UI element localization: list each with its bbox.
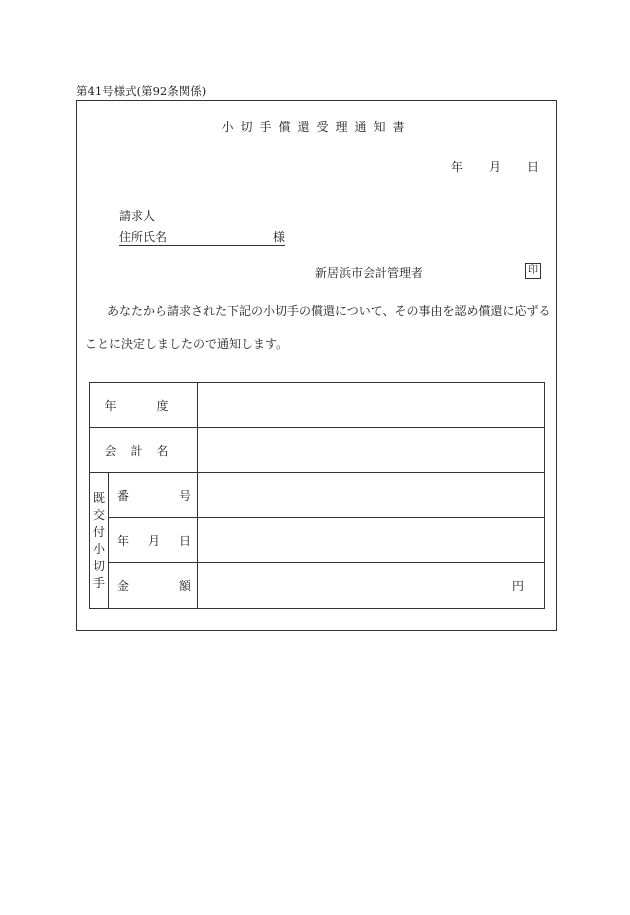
form-number: 第41号様式(第92条関係) xyxy=(76,84,207,98)
form-frame xyxy=(76,100,557,631)
fiscal-year-value xyxy=(198,383,545,428)
date-year: 年 xyxy=(450,160,463,174)
address-label: 住所氏名 xyxy=(119,230,168,244)
date-line xyxy=(425,158,539,175)
requester-label: 請求人 xyxy=(119,209,156,223)
yen-unit: 円 xyxy=(511,579,524,593)
table-row xyxy=(90,383,545,428)
table-row xyxy=(90,518,545,563)
vertical-char: 付 xyxy=(92,524,105,539)
vertical-char: 切 xyxy=(92,558,105,573)
amount-value xyxy=(198,563,545,609)
number-value xyxy=(198,473,545,518)
address-line xyxy=(119,230,285,246)
table-row xyxy=(90,428,545,473)
fiscal-year-label: 年 度 xyxy=(90,383,198,428)
account-name-value xyxy=(198,428,545,473)
detail-table xyxy=(89,382,545,609)
number-label: 番 号 xyxy=(109,473,198,518)
body-text: あなたから請求された下記の小切手の償還について、その事由を認め償還に応ずることに決定しましたので通知します。 xyxy=(85,304,551,351)
vertical-char: 小 xyxy=(92,541,105,556)
vertical-char: 手 xyxy=(92,575,105,590)
vertical-char: 交 xyxy=(92,507,105,522)
manager-name: 新居浜市会計管理者 xyxy=(315,266,424,280)
issue-date-label: 年 月 日 xyxy=(109,518,198,563)
issued-check-label xyxy=(90,473,109,609)
seal-mark: 印 xyxy=(525,263,541,279)
date-day: 日 xyxy=(526,160,539,174)
form-title: 小切手償還受理通知書 xyxy=(221,120,412,134)
vertical-char: 既 xyxy=(92,490,105,505)
honorific: 様 xyxy=(272,230,285,244)
amount-label: 金 額 xyxy=(109,563,198,609)
table-row xyxy=(90,563,545,609)
date-month: 月 xyxy=(488,160,501,174)
issue-date-value xyxy=(198,518,545,563)
account-name-label: 会計名 xyxy=(90,428,198,473)
table-row xyxy=(90,473,545,518)
